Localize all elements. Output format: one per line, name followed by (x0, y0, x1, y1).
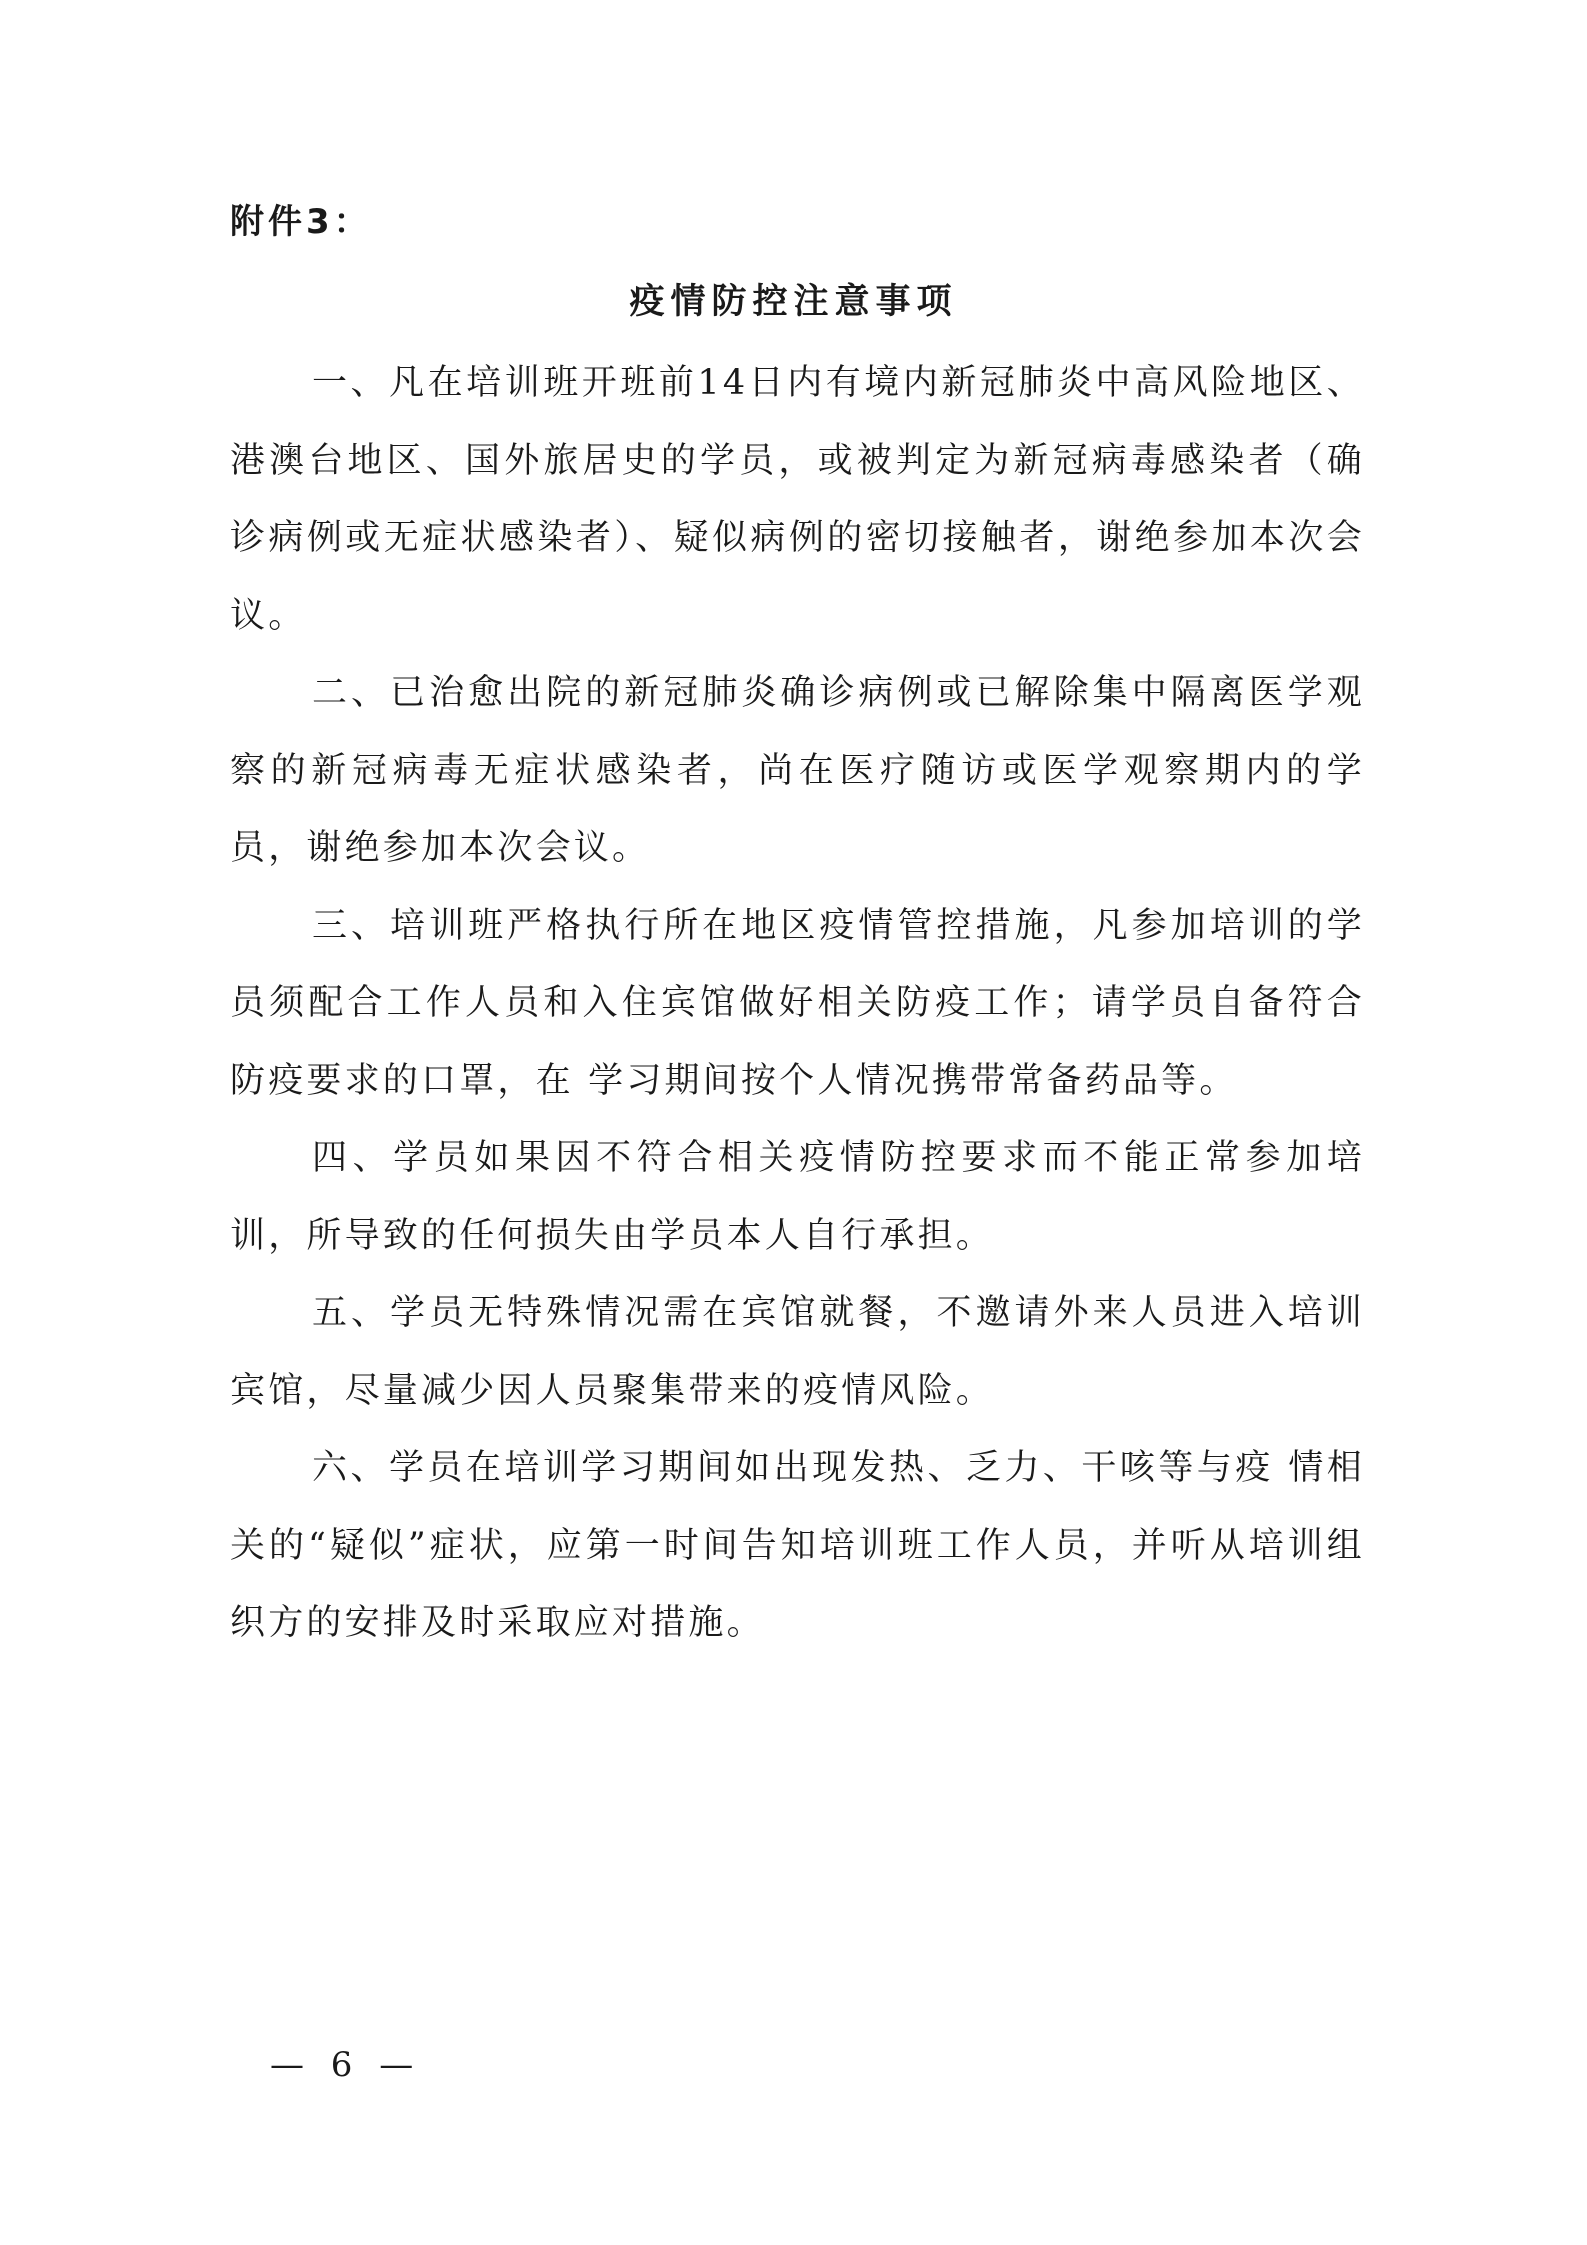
page-number: — 6 — (270, 2045, 422, 2085)
paragraph-3: 三、培训班严格执行所在地区疫情管控措施，凡参加培训的学员须配合工作人员和入住宾馆做好相关防疫工作；请学员自备符合防疫要求的口罩，在 学习期间按个人情况携带常备药品等。 (230, 905, 1365, 1101)
paragraph-5: 五、学员无特殊情况需在宾馆就餐，不邀请外来人员进入培训宾馆，尽量减少因人员聚集带来的疫情风险。 (230, 1293, 1365, 1411)
document-body (230, 345, 1365, 1663)
paragraph-6: 六、学员在培训学习期间如出现发热、乏力、干咳等与疫 情相关的“疑似”症状，应第一时间告知培训班工作人员，并听从培训组织方的安排及时采取应对措施。 (230, 1448, 1365, 1643)
paragraph-2: 二、已治愈出院的新冠肺炎确诊病例或已解除集中隔离医学观察的新冠病毒无症状感染者，尚在医疗随访或医学观察期内的学员，谢绝参加本次会议。 (230, 673, 1365, 868)
paragraph-1: 一、凡在培训班开班前14日内有境内新冠肺炎中高风险地区、港澳台地区、国外旅居史的学员，或被判定为新冠病毒感染者（确诊病例或无症状感染者）、疑似病例的密切接触者，谢绝参加本次会议。 (230, 363, 1365, 636)
document-title: 疫情防控注意事项 (629, 282, 958, 322)
attachment-label: 附件3： (230, 202, 372, 242)
paragraph-4: 四、学员如果因不符合相关疫情防控要求而不能正常参加培训，所导致的任何损失由学员本人自行承担。 (230, 1138, 1365, 1256)
